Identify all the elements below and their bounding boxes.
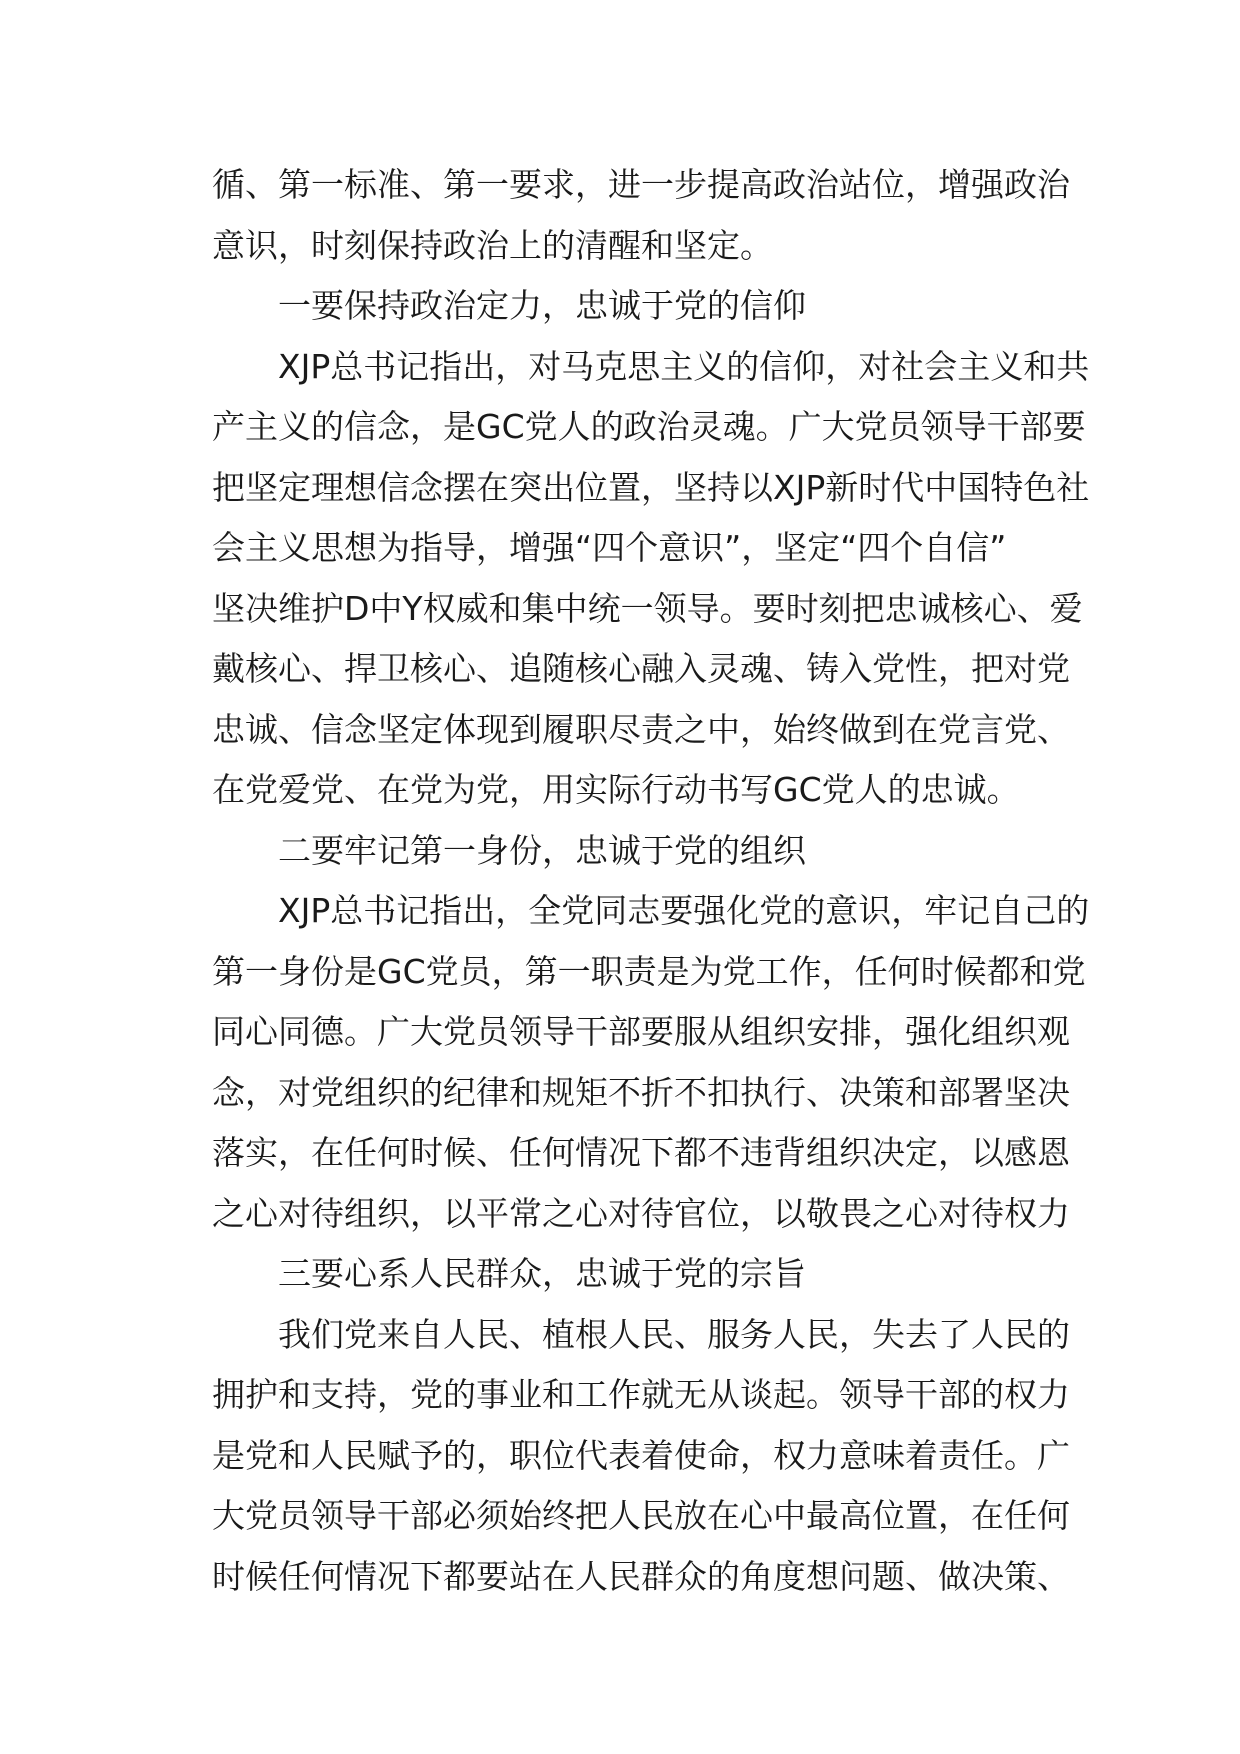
body-text-line: 同心同德。广大党员领导干部要服从组织安排，强化组织观 bbox=[212, 1012, 1070, 1051]
paragraph-first-line: XJP总书记指出，全党同志要强化党的意识，牢记自己的 bbox=[278, 891, 1090, 930]
body-text-line: 在党爱党、在党为党，用实际行动书写GC党人的忠诚。 bbox=[212, 770, 1020, 809]
body-text-line: 落实，在任何时候、任何情况下都不违背组织决定，以感恩 bbox=[212, 1133, 1070, 1172]
body-text-line: 时候任何情况下都要站在人民群众的角度想问题、做决策、 bbox=[212, 1556, 1070, 1596]
body-text-line: 大党员领导干部必须始终把人民放在心中最高位置，在任何 bbox=[212, 1496, 1070, 1535]
paragraph-first-line: 我们党来自人民、植根人民、服务人民，失去了人民的 bbox=[278, 1314, 1070, 1354]
body-text-line: 忠诚、信念坚定体现到履职尽责之中，始终做到在党言党、 bbox=[212, 709, 1070, 749]
body-text-line: 戴核心、捍卫核心、追随核心融入灵魂、铸入党性，把对党 bbox=[212, 649, 1070, 688]
section-heading-3: 三要心系人民群众，忠诚于党的宗旨 bbox=[278, 1254, 806, 1293]
body-text-line: 之心对待组织，以平常之心对待官位，以敬畏之心对待权力 bbox=[212, 1193, 1070, 1233]
section-heading-2: 二要牢记第一身份，忠诚于党的组织 bbox=[278, 830, 806, 870]
body-text-line: 把坚定理想信念摆在突出位置，坚持以XJP新时代中国特色社 bbox=[212, 467, 1090, 507]
body-text-line: 是党和人民赋予的，职位代表着使命，权力意味着责任。广 bbox=[212, 1435, 1070, 1475]
paragraph-first-line: XJP总书记指出，对马克思主义的信仰，对社会主义和共 bbox=[278, 346, 1090, 386]
body-text-line: 第一身份是GC党员，第一职责是为党工作，任何时候都和党 bbox=[212, 951, 1086, 991]
document-body bbox=[212, 155, 1120, 1607]
body-text-line: 意识，时刻保持政治上的清醒和坚定。 bbox=[212, 225, 773, 265]
body-text-line: 念，对党组织的纪律和规矩不折不扣执行、决策和部署坚决 bbox=[212, 1072, 1070, 1112]
body-text-line: 产主义的信念，是GC党人的政治灵魂。广大党员领导干部要 bbox=[212, 407, 1086, 446]
body-text-line: 会主义思想为指导，增强“四个意识”，坚定“四个自信” bbox=[212, 528, 1007, 567]
body-text-line: 坚决维护D中Y权威和集中统一领导。要时刻把忠诚核心、爱 bbox=[212, 588, 1083, 628]
body-text-line: 循、第一标准、第一要求，进一步提高政治站位，增强政治 bbox=[212, 165, 1070, 204]
body-text-line: 拥护和支持，党的事业和工作就无从谈起。领导干部的权力 bbox=[212, 1375, 1070, 1414]
section-heading-1: 一要保持政治定力，忠诚于党的信仰 bbox=[278, 286, 806, 325]
